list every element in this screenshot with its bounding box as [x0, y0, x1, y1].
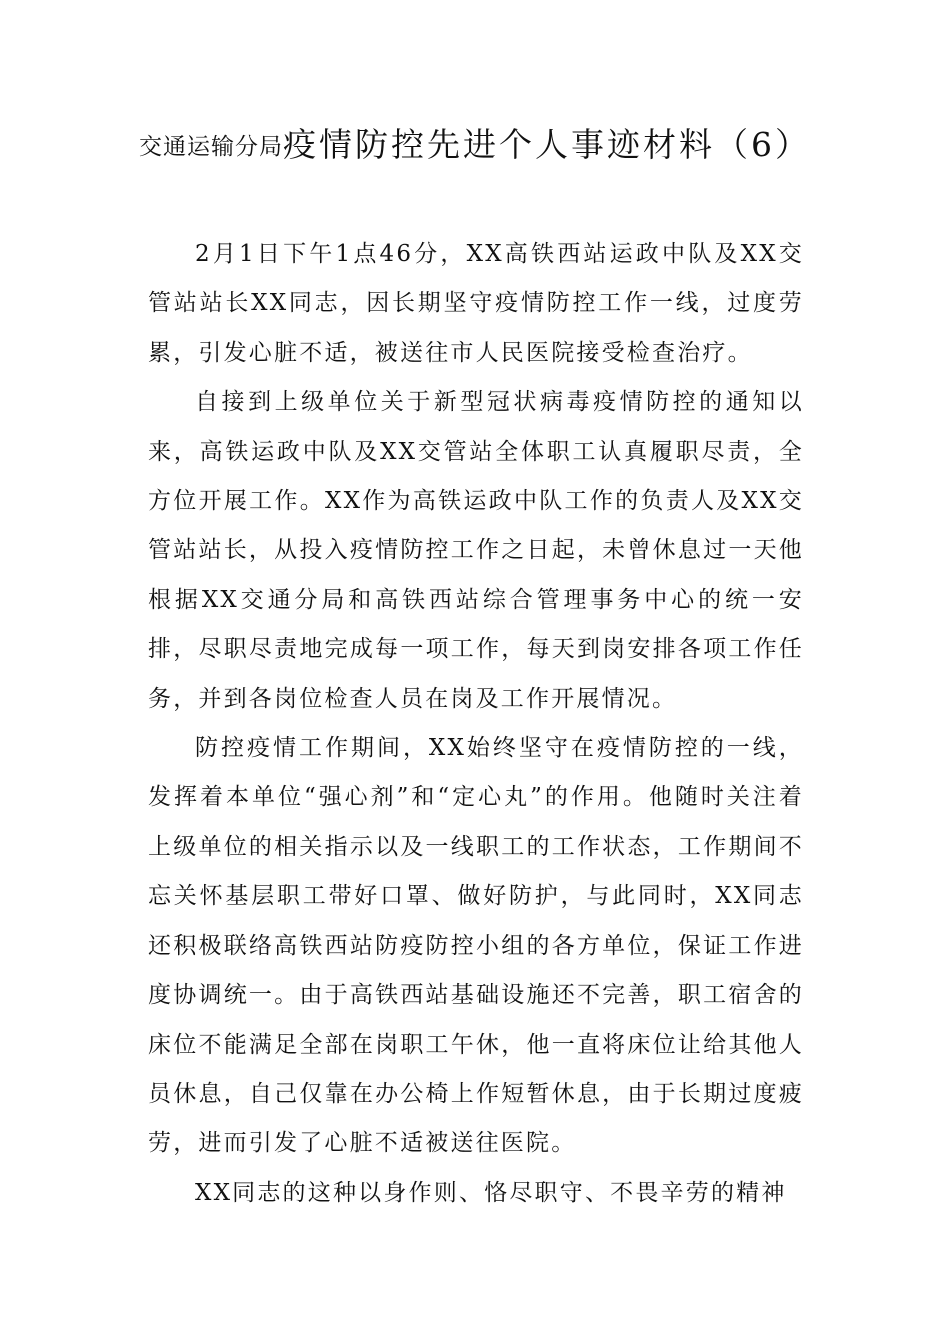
paragraph-1: 2月1日下午1点46分，XX高铁西站运政中队及XX交管站站长XX同志，因长期坚守疫情防控工作一线，过度劳累，引发心脏不适，被送往市人民医院接受检查治疗。 [148, 241, 804, 366]
paragraph-4: XX同志的这种以身作则、恪尽职守、不畏辛劳的精神 [195, 1179, 787, 1206]
paragraph-2: 自接到上级单位关于新型冠状病毒疫情防控的通知以来，高铁运政中队及XX交管站全体职工认真履职尽责，全方位开展工作。XX作为高铁运政中队工作的负责人及XX交管站站长，从投入疫情防控工作之日起，未曾休息过一天他根据XX交通分局和高铁西站综合管理事务中心的统一安排，尽职尽责地完成每一项工作，每天到岗安排各项工作任务，并到各岗位检查人员在岗及工作开展情况。 [148, 389, 804, 712]
document-body [148, 230, 804, 1218]
title-main: 疫情防控先进个人事迹材料（6） [283, 125, 811, 164]
paragraph-3: 防控疫情工作期间，XX始终坚守在疫情防控的一线，发挥着本单位“强心剂”和“定心丸”的作用。他随时关注着上级单位的相关指示以及一线职工的工作状态，工作期间不忘关怀基层职工带好口罩、做好防护，与此同时，XX同志还积极联络高铁西站防疫防控小组的各方单位，保证工作进度协调统一。由于高铁西站基础设施还不完善，职工宿舍的床位不能满足全部在岗职工午休，他一直将床位让给其他人员休息，自己仅靠在办公椅上作短暂休息，由于长期过度疲劳，进而引发了心脏不适被送往医院。 [148, 735, 804, 1157]
title-prefix: 交通运输分局 [139, 134, 283, 160]
document-title [0, 125, 950, 164]
